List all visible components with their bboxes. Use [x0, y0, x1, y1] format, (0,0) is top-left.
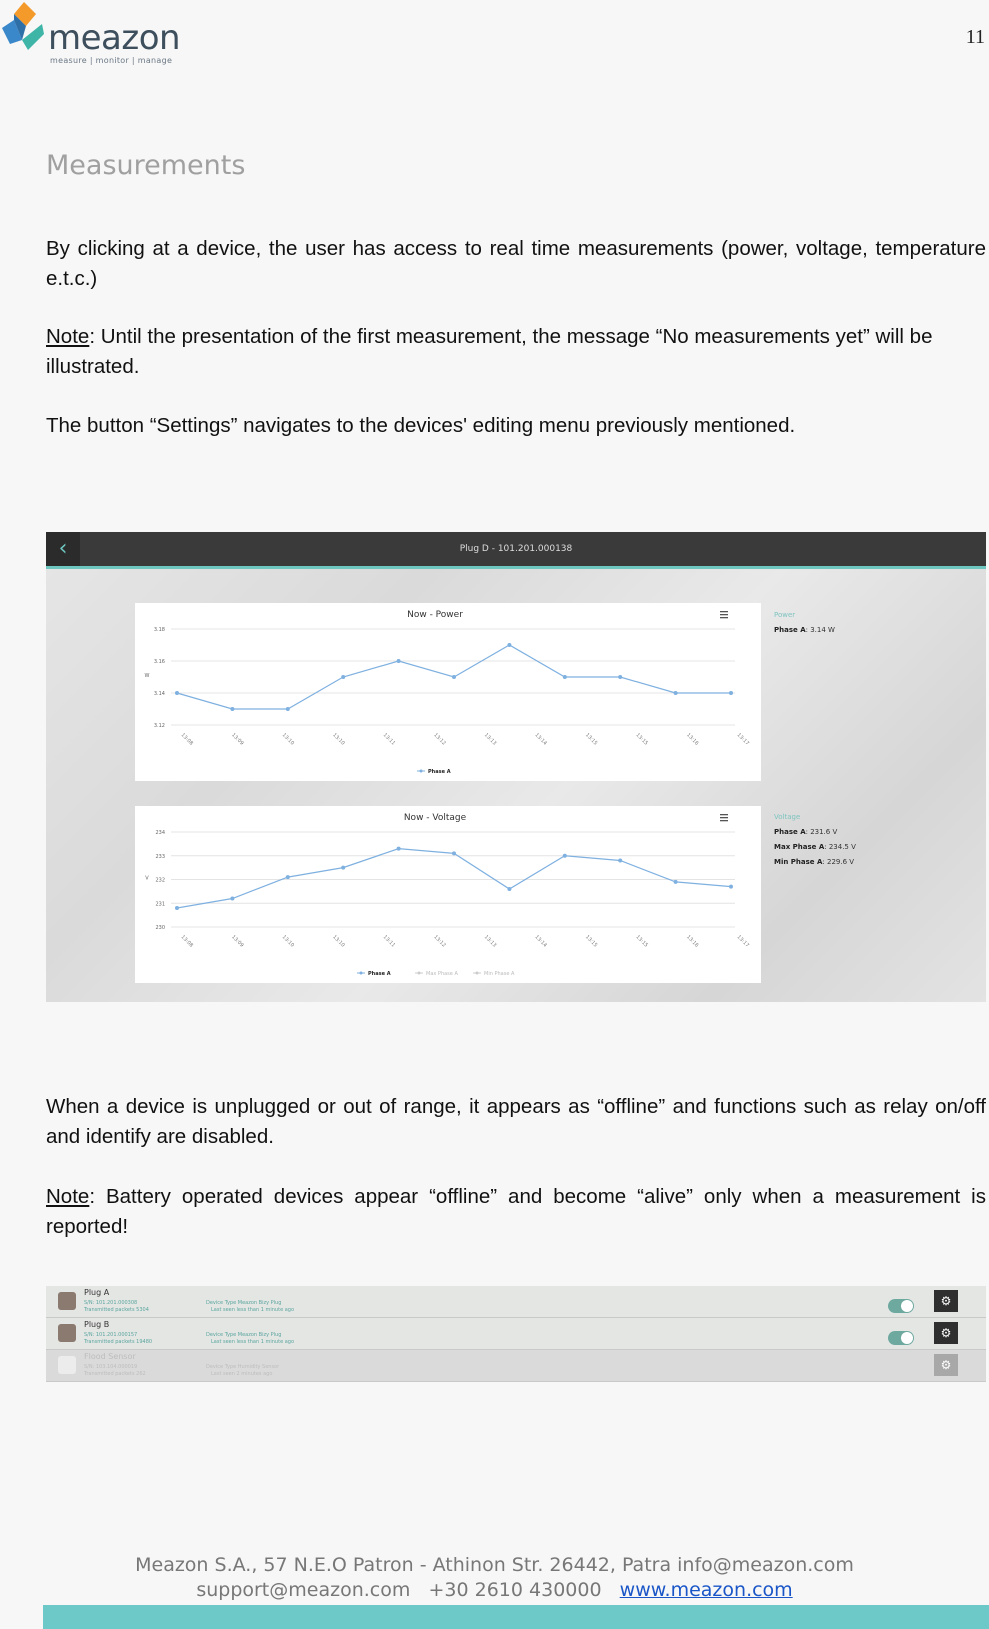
relay-toggle[interactable]	[888, 1299, 914, 1313]
x-tick-label: 13:17	[735, 732, 751, 747]
legend-item	[415, 971, 458, 977]
y-axis-label: V	[145, 875, 149, 882]
x-tick-label: 13:08	[179, 934, 195, 949]
data-point	[452, 675, 456, 679]
x-tick-label: 13:15	[583, 732, 599, 747]
series-line-phase-a	[177, 849, 731, 908]
voltage-phase-a: Phase A: 231.6 V	[774, 828, 838, 836]
data-point	[397, 847, 401, 851]
footer-website-link[interactable]: www.meazon.com	[619, 1579, 793, 1601]
meazon-logo-mark	[0, 0, 48, 56]
device-type-info: Device Type Humidity Sensor Last seen 2 minutes ago	[206, 1364, 280, 1377]
voltage-chart-panel	[135, 806, 761, 983]
paragraph-settings: The button “Settings” navigates to the devices' editing menu previously mentioned.	[46, 414, 796, 437]
voltage-info	[774, 810, 856, 870]
footer-contacts	[0, 1579, 989, 1601]
x-tick-label: 13:15	[583, 934, 599, 949]
x-tick-label: 13:14	[533, 732, 548, 747]
device-name: Plug A	[84, 1288, 110, 1297]
data-point	[563, 675, 567, 679]
data-point	[175, 906, 179, 910]
settings-button[interactable]: ⚙	[934, 1322, 958, 1344]
y-tick-label: 233	[155, 853, 165, 860]
page-number: 11	[965, 26, 985, 48]
device-serial-info: S/N: 103.104.000019 Transmitted packets 262	[84, 1364, 146, 1377]
x-tick-label: 13:14	[533, 934, 548, 949]
data-point	[175, 691, 179, 695]
note-text: : Battery operated devices appear “offline” and become “alive” only when a measurement is reported!	[46, 1185, 986, 1238]
data-point	[286, 875, 290, 879]
data-point	[341, 675, 345, 679]
y-tick-label: 3.16	[153, 659, 165, 665]
x-tick-label: 13:13	[482, 934, 498, 949]
legend-item	[357, 971, 391, 977]
device-row[interactable]	[46, 1318, 986, 1350]
x-tick-label: 13:10	[331, 732, 346, 747]
settings-button[interactable]: ⚙	[934, 1290, 958, 1312]
power-phase-a-reading: Phase A: 3.14 W	[774, 626, 835, 634]
footer-support-email: support@meazon.com	[196, 1579, 411, 1601]
power-info	[774, 608, 835, 638]
y-tick-label: 230	[155, 925, 165, 931]
legend-item	[473, 971, 515, 977]
x-tick-label: 13:11	[381, 934, 397, 949]
data-point	[618, 675, 622, 679]
voltage-min-phase-a: Min Phase A: 229.6 V	[774, 858, 855, 866]
svg-text:Phase A: Phase A	[428, 769, 451, 775]
y-tick-label: 3.18	[153, 627, 165, 633]
note-battery	[46, 1182, 986, 1242]
x-tick-label: 13:08	[179, 732, 195, 747]
y-axis-label: W	[144, 673, 150, 679]
device-name: Plug B	[84, 1320, 110, 1329]
x-tick-label: 13:13	[482, 732, 498, 747]
x-tick-label: 13:16	[685, 934, 700, 949]
meazon-logo	[0, 0, 200, 70]
x-tick-label: 13:10	[331, 934, 346, 949]
paragraph-offline: When a device is unplugged or out of range, it appears as “offline” and functions such as relay on/off and identify are disabled.	[46, 1095, 986, 1148]
data-point	[452, 851, 456, 855]
data-point	[397, 659, 401, 663]
logo-tagline: measure | monitor | manage	[50, 56, 173, 65]
data-point	[729, 885, 733, 889]
voltage-max-phase-a: Max Phase A: 234.5 V	[774, 843, 856, 851]
chart-title: Now - Voltage	[403, 813, 467, 823]
data-point	[230, 897, 234, 901]
footer-address: Meazon S.A., 57 N.E.O Patron - Athinon Str. 26442, Patra info@meazon.com	[135, 1554, 854, 1576]
device-list-screenshot	[46, 1286, 986, 1382]
power-caption: Power	[774, 611, 796, 619]
footer-bar	[43, 1605, 989, 1629]
chart-title: Now - Power	[407, 610, 463, 620]
note-text: : Until the presentation of the first measurement, the message “No measurements yet” will be illustrated.	[46, 325, 933, 378]
data-point	[230, 707, 234, 711]
device-row[interactable]	[46, 1286, 986, 1318]
sensor-icon	[58, 1356, 76, 1374]
plug-icon	[58, 1324, 76, 1342]
relay-toggle[interactable]	[888, 1331, 914, 1345]
plug-icon	[58, 1292, 76, 1310]
data-point	[674, 880, 678, 884]
device-title-bar	[46, 532, 986, 569]
y-tick-label: 232	[155, 877, 165, 884]
voltage-chart	[135, 806, 761, 983]
svg-text:Max Phase A: Max Phase A	[426, 971, 458, 977]
x-tick-label: 13:10	[280, 934, 296, 949]
y-tick-label: 3.14	[153, 691, 165, 697]
voltage-caption: Voltage	[774, 813, 801, 821]
note-first-measurement	[46, 322, 986, 382]
data-point	[618, 859, 622, 863]
note-label: Note	[46, 1185, 90, 1208]
x-tick-label: 13:15	[634, 934, 649, 949]
data-point	[563, 854, 567, 858]
section-title: Measurements	[46, 150, 246, 181]
data-point	[341, 866, 345, 870]
data-point	[729, 691, 733, 695]
svg-text:Min Phase A: Min Phase A	[484, 971, 515, 977]
paragraph-intro: By clicking at a device, the user has access to real time measurements (power, voltage, temperature e.t.c.)	[46, 237, 986, 290]
menu-icon	[720, 611, 728, 618]
x-tick-label: 13:11	[381, 732, 397, 747]
data-point	[507, 643, 511, 647]
device-type-info: Device Type Meazon Bizy Plug Last seen less than 1 minute ago	[206, 1332, 295, 1345]
device-type-info: Device Type Meazon Bizy Plug Last seen less than 1 minute ago	[206, 1300, 295, 1313]
svg-text:Phase A: Phase A	[368, 971, 391, 977]
logo-wordmark: meazon	[48, 18, 181, 58]
power-chart-panel	[135, 603, 761, 781]
back-button[interactable]: ‹	[46, 532, 80, 566]
data-point	[507, 887, 511, 891]
x-tick-label: 13:12	[432, 732, 447, 747]
device-title: Plug D - 101.201.000138	[459, 544, 573, 554]
power-chart	[135, 603, 761, 781]
device-name: Flood Sensor	[84, 1352, 136, 1361]
data-point	[674, 691, 678, 695]
x-tick-label: 13:10	[280, 732, 296, 747]
menu-icon	[720, 814, 728, 821]
x-tick-label: 13:15	[634, 732, 649, 747]
y-tick-label: 234	[155, 830, 165, 836]
y-tick-label: 3.12	[153, 723, 165, 729]
device-row-offline[interactable]	[46, 1350, 986, 1382]
y-tick-label: 231	[155, 901, 165, 908]
settings-button[interactable]: ⚙	[934, 1354, 958, 1376]
device-serial-info: S/N: 101.201.000308 Transmitted packets 5304	[84, 1300, 149, 1313]
legend-item	[417, 769, 451, 775]
footer-phone: +30 2610 430000	[428, 1579, 602, 1601]
x-tick-label: 13:17	[735, 934, 751, 949]
device-serial-info: S/N: 101.201.000157 Transmitted packets 19480	[84, 1332, 153, 1345]
measurements-screenshot	[46, 532, 986, 1002]
x-tick-label: 13:09	[230, 732, 245, 747]
x-tick-label: 13:16	[685, 732, 700, 747]
note-label: Note	[46, 325, 90, 348]
x-tick-label: 13:09	[230, 934, 245, 949]
data-point	[286, 707, 290, 711]
x-tick-label: 13:12	[432, 934, 447, 949]
